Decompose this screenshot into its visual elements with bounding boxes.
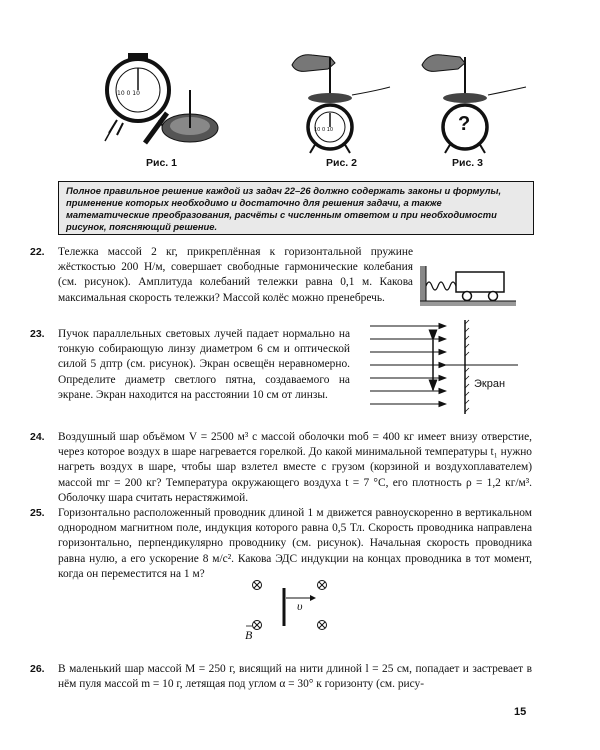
problem-23-text: Пучок параллельных световых лучей падает нормально на тонкую собирающую линзу диаметром 6 см и оптической силой 5 дптр (см. рисунок). Экран освещён неравномерно. Определите диаметр светлого пятна, создаваемого на экране. Экран находится на расстоянии 10 см от линзы.	[58, 328, 350, 401]
question-mark: ?	[458, 113, 471, 135]
svg-text:10 0 10: 10 0 10	[314, 127, 334, 133]
lens-screen-figure	[368, 318, 528, 416]
figure-1-caption: Рис. 1	[146, 157, 177, 169]
problem-22-text: Тележка массой 2 кг, прикреплённая к горизонтальной пружине жёсткостью 200 Н/м, совершает свободные гармонические колебания (см. рисунок). Амплитуда колебаний тележки равна 0,1 м. Какова максимальная скорость тележки? Массой колёс можно пренебречь.	[58, 246, 413, 304]
problem-23-number: 23.	[30, 328, 45, 340]
field-label: B	[245, 628, 253, 642]
magnetic-field-figure	[240, 576, 340, 636]
problem-25-number: 25.	[30, 507, 45, 519]
svg-text:10 0 10: 10 0 10	[117, 90, 140, 97]
problem-24-number: 24.	[30, 431, 45, 443]
screen-label: Экран	[474, 378, 506, 390]
velocity-label: υ	[297, 599, 303, 613]
spring-cart-figure	[418, 262, 518, 307]
figure-1-drawing	[95, 35, 245, 155]
instruction-box: Полное правильное решение каждой из задач 22–26 должно содержать законы и формулы, применение которых необходимо и достаточно для решения задачи, а также математические преобразования, расчёты с численным ответом и при необходимости рисунок, поясняющий решение.	[58, 181, 534, 235]
figure-3-drawing	[420, 35, 530, 155]
problem-25-text: Горизонтально расположенный проводник длиной 1 м движется равноускоренно в вертикальном однородном магнитном поле, индукция которого равна 0,5 Тл. Скорость проводника направлена горизонтально, перпендикулярно проводнику (см. рисунок). Начальная скорость проводника равна нулю, а его ускорение 8 м/с². Какова ЭДС индукции на концах проводника в тот момент, когда он переместится на 1 м?	[58, 507, 532, 580]
figure-2-caption: Рис. 2	[326, 157, 357, 169]
problem-22-number: 22.	[30, 246, 45, 258]
figure-2-drawing	[290, 35, 400, 155]
problem-24-text: Воздушный шар объёмом V = 2500 м³ с массой оболочки mоб = 400 кг имеет внизу отверстие, через которое воздух в шаре нагревается горелкой. До какой минимальной температуры t₁ нужно нагреть воздух в шаре, чтобы шар взлетел вместе с грузом (корзиной и воздухоплавателем) массой mг = 200 кг? Температура окружающего воздуха t = 7 °С, его плотность ρ = 1,2 кг/м³. Оболочку шара считать нерастяжимой.	[58, 431, 532, 504]
problem-26-text: В маленький шар массой M = 250 г, висящий на нити длиной l = 25 см, попадает и застревает в нём пуля массой m = 10 г, летящая под углом α = 30° к горизонту (см. рису-	[58, 663, 532, 691]
page-number: 15	[514, 706, 527, 718]
figure-3-caption: Рис. 3	[452, 157, 483, 169]
problem-26-number: 26.	[30, 663, 45, 675]
